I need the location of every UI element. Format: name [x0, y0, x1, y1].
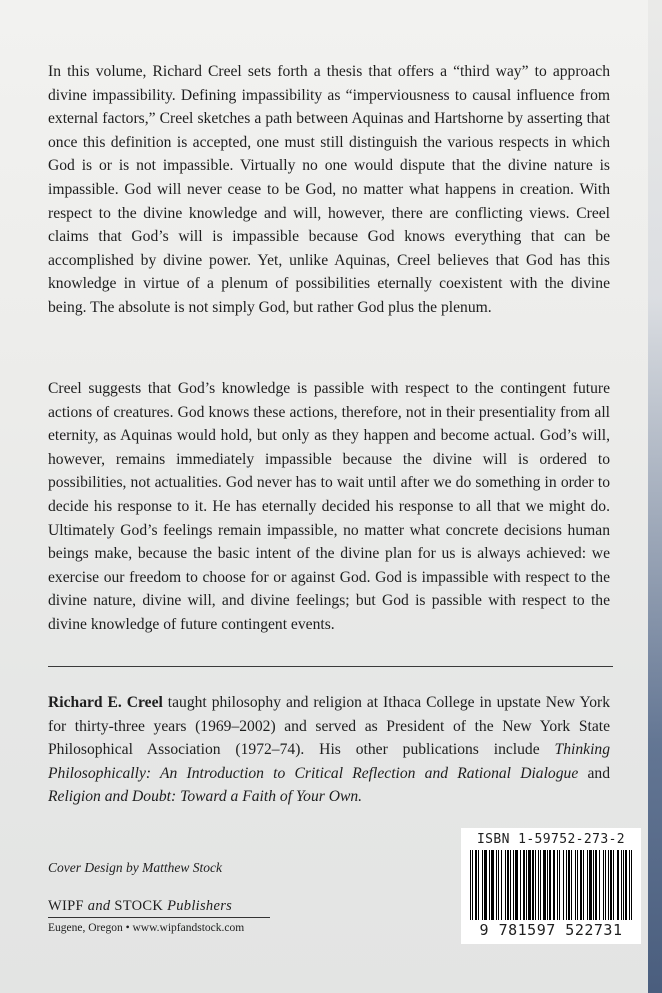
- isbn-text: ISBN 1-59752-273-2: [476, 832, 626, 847]
- blurb-paragraph-2: Creel suggests that God’s knowledge is passible with respect to the contingent future actions of creatures. God knows these actions, therefore, not in their presentiality from all eternity, as Aquinas would hold, but only as they happen and become actual. God’s will, however, remains immediately impassible because the divine will is ordered to possibilities, not actualities. God never has to wait until after we do something in order to decide his response to it. He has eternally decided his response to all that we might do. Ultimately God’s feelings remain impassible, no matter what concrete decisions human beings make, because the basic intent of the divine plan for us is always achieved: we exercise our freedom to choose for or against God. God is impassible with respect to the divine nature, divine will, and divine feelings; but God is passible with respect to the divine knowledge of future contingent events.: [48, 380, 610, 633]
- section-divider: [48, 666, 613, 667]
- publisher-location: Eugene, Oregon • www.wipfandstock.com: [48, 922, 245, 934]
- cover-design-credit: Cover Design by Matthew Stock: [48, 860, 222, 875]
- blurb-paragraph-1: In this volume, Richard Creel sets forth a thesis that offers a “third way” to approach divine impassibility. Defining impassibility as “imperviousness to causal influence from external factors,” Creel sketches a path between Aquinas and Hartshorne by asserting that once this definition is accepted, one must still distinguish the various respects in which God is or is not impassible. Virtually no one would dispute that the divine nature is impassible. God will never cease to be God, no matter what happens in creation. With respect to the divine knowledge and will, however, there are conflicting views. Creel claims that God’s will is impassible because God knows everything that can be accomplished by divine power. Yet, unlike Aquinas, Creel believes that God has this knowledge in virtue of a plenum of possibilities eternally coexistent with the divine being. The absolute is not simply God, but rather God plus the plenum.: [48, 63, 610, 316]
- publisher-wipf: WIPF: [48, 898, 88, 914]
- author-bio: [48, 691, 610, 809]
- publisher-name: [48, 898, 232, 915]
- author-bio-text-2: and: [578, 764, 610, 782]
- publisher-underline: [48, 917, 270, 918]
- author-bio-text-1: taught philosophy and religion at Ithaca College in upstate New York for thirty-three years (1969–2002) and served as President of the New York State Philosophical Association (1972–74). His other publications include: [48, 694, 610, 759]
- barcode-bars: [470, 850, 632, 920]
- publisher-publishers: Publishers: [167, 898, 233, 914]
- barcode-bar: [631, 850, 632, 920]
- isbn-barcode: [461, 828, 641, 944]
- publisher-stock: STOCK: [110, 898, 168, 914]
- book-title-2: Religion and Doubt: Toward a Faith of Your Own.: [48, 788, 363, 806]
- author-name: Richard E. Creel: [48, 694, 163, 711]
- cover-edge-gradient: [648, 0, 662, 993]
- publisher-and: and: [87, 898, 111, 914]
- book-title-1: Thinking Philosophically: An Introduction to Critical Reflection and Rational Dialogue: [48, 741, 610, 782]
- ean-number: 9 781597 522731: [479, 921, 623, 939]
